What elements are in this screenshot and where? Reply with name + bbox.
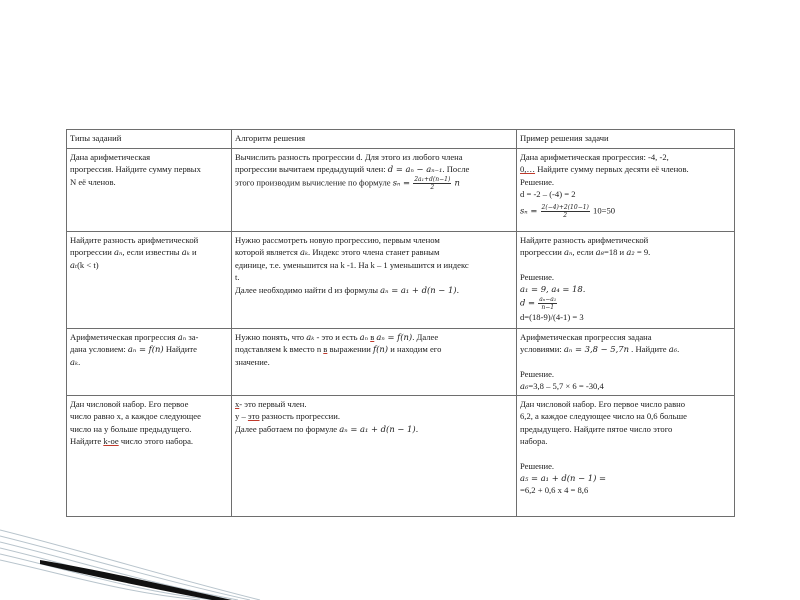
fraction-numerator: 2(−4)+2(10−1) (541, 203, 589, 211)
text: условиями: (520, 344, 562, 355)
formula: n (454, 177, 460, 188)
text: Далее необходимо найти d из формулы (235, 284, 379, 295)
header-task-types: Типы заданий (67, 130, 232, 149)
text-line (235, 343, 513, 355)
fraction (413, 176, 451, 191)
text-line (520, 163, 731, 175)
task-type-cell (67, 149, 232, 232)
text-line (520, 296, 731, 311)
text: 0,… (520, 164, 536, 175)
text-line: предыдущего. Найдите пятое число этого (520, 423, 673, 434)
fraction-denominator: 2 (563, 211, 568, 219)
text: выражении (329, 344, 371, 355)
text-line (70, 259, 228, 271)
formula: sₙ = (520, 205, 538, 216)
text: в (370, 332, 375, 342)
text: в (323, 344, 328, 355)
text-line: число на у больше предыдущего. (70, 423, 192, 434)
table-row (67, 329, 735, 396)
formula: aₙ (177, 332, 187, 342)
text-line: Нужно рассмотреть новую прогрессию, первым членом (235, 235, 440, 245)
formula: aₙ = a₁ + d(n − 1). (339, 423, 419, 434)
text-line: Решение. (520, 368, 555, 379)
formula: aₙ (114, 247, 123, 258)
text-line: значение. (235, 356, 270, 367)
text-line (520, 204, 731, 219)
table-header-row (67, 130, 735, 149)
text: Найдите (165, 344, 197, 355)
formula: a₅ = a₁ + d(n − 1) = (520, 473, 607, 484)
task-type-cell (67, 232, 232, 329)
text: за- (188, 332, 199, 342)
text: . Индекс этого члена станет равным (308, 247, 440, 258)
fraction-numerator: 2a₁+d(n−1) (414, 175, 451, 183)
text-line: Решение. (520, 460, 555, 471)
swoosh-gray-lines (0, 530, 260, 600)
text: . (78, 356, 81, 367)
text: этого производим вычисление по формуле (235, 177, 391, 188)
text-line: набора. (520, 436, 548, 447)
decorative-swoosh (0, 460, 320, 600)
formula: aₖ (70, 356, 79, 367)
text: . Далее (412, 332, 439, 342)
text-line: Дан числовой набор. Его первое число равно (520, 399, 686, 409)
text: = 9. (636, 247, 651, 258)
fraction-denominator: 2 (430, 183, 435, 191)
text: разность прогрессии. (261, 411, 340, 422)
text-line (235, 246, 513, 258)
example-cell (517, 149, 735, 232)
text: . (677, 344, 680, 355)
text-line (235, 163, 513, 175)
formula: a₂ (626, 247, 635, 258)
text-line (235, 398, 513, 410)
text: прогрессии (520, 247, 562, 258)
table-row (67, 232, 735, 329)
text-line: =6,2 + 0,6 х 4 = 8,6 (520, 485, 589, 496)
header-example: Пример решения задачи (517, 130, 735, 149)
text-line: Решение. (520, 271, 555, 282)
text-line (70, 435, 228, 447)
fraction (538, 296, 557, 311)
text-line: 6,2, а каждое следующее число на 0,6 больше (520, 411, 687, 422)
text: Далее работаем по формуле (235, 423, 338, 434)
fraction-denominator: n−1 (541, 303, 555, 311)
text: =18 и (603, 247, 625, 258)
header-algorithm: Алгоритм решения (232, 130, 517, 149)
formula: aₙ = 3,8 − 5,7n (563, 344, 629, 355)
formula: aₙ (564, 247, 573, 258)
text: и (191, 247, 197, 258)
text-line (520, 380, 731, 392)
example-cell (517, 396, 735, 517)
text-line: Найдите разность арифметической (70, 235, 199, 245)
text: у – (235, 411, 246, 422)
text: Нужно понять, что (235, 332, 305, 342)
algorithm-cell (232, 232, 517, 329)
text-line (235, 331, 513, 343)
text: подставляем k вместо n (235, 344, 322, 355)
fraction-numerator: aₙ−a₁ (539, 295, 557, 303)
text-line (520, 472, 731, 484)
formula: aₜ (70, 259, 78, 270)
algorithm-cell (232, 329, 517, 396)
formula: d = aₙ − aₙ₋₁ (387, 164, 443, 175)
formula: aₙ = f(n) (376, 332, 413, 342)
text-line (70, 246, 228, 258)
text: Арифметическая прогрессия (70, 332, 176, 342)
text-line (235, 410, 513, 422)
text: . После (442, 164, 470, 175)
formula: aₖ (306, 332, 315, 342)
text-line: d = -2 – (-4) = 2 (520, 189, 576, 200)
formula: a₈ (595, 247, 604, 258)
progression-tasks-table (66, 129, 735, 517)
text: , если известны (122, 247, 180, 258)
text-line: число равно x, а каждое следующее (70, 411, 201, 422)
fraction (541, 204, 590, 219)
text-line: Найдите разность арифметической (520, 235, 649, 245)
text: - это первый член. (239, 399, 307, 409)
text-line: N её членов. (70, 176, 116, 187)
algorithm-cell (232, 149, 517, 232)
text-line: Арифметическая прогрессия задана (520, 332, 652, 342)
text: прогрессии (70, 247, 112, 258)
formula: aₙ = a₁ + d(n − 1). (380, 284, 460, 295)
text: которой является (235, 247, 298, 258)
text: и находим его (390, 344, 442, 355)
text: - это и есть (316, 332, 358, 342)
formula: a₆ (668, 344, 678, 355)
text: число этого набора. (120, 436, 194, 447)
text-line: Дан числовой набор. Его первое (70, 399, 189, 409)
table-row (67, 149, 735, 232)
text-line: Дана арифметическая (70, 152, 151, 162)
text: дана условием: (70, 344, 126, 355)
text-line (235, 284, 513, 296)
text: . Найдите (631, 344, 667, 355)
text: 10=50 (593, 205, 616, 216)
text-line (520, 283, 731, 295)
text: прогрессии вычитаем предыдущий член: (235, 164, 386, 175)
formula: f(n) (373, 344, 389, 355)
text-line: d=(18-9)/(4-1) = 3 (520, 311, 584, 322)
text-line (235, 176, 513, 191)
text-line (70, 343, 228, 355)
text-line: t. (235, 272, 240, 283)
formula: aₖ (181, 247, 190, 258)
text-line: Решение. (520, 176, 555, 187)
text: (k < t) (77, 259, 99, 270)
text-line: прогрессия. Найдите сумму первых (70, 164, 201, 175)
text: Найдите (70, 436, 102, 447)
formula: a₆ (520, 381, 529, 392)
task-type-cell (67, 329, 232, 396)
formula: aₙ (359, 332, 369, 342)
text: k-ое (103, 436, 119, 447)
text-line (70, 356, 228, 368)
text: Найдите сумму первых десяти её членов. (537, 164, 689, 175)
text-line (520, 246, 731, 258)
text: , если (572, 247, 594, 258)
example-cell (517, 329, 735, 396)
text-line: единице, т.е. уменьшится на k -1. На k – 1 уменьшится и индекс (235, 259, 469, 270)
example-cell (517, 232, 735, 329)
formula: d = (520, 297, 536, 308)
text-line (70, 331, 228, 343)
text-line (235, 423, 513, 435)
formula: a₁ = 9, a₄ = 18. (520, 284, 586, 295)
formula: aₙ = f(n) (127, 344, 164, 355)
text-line: Вычислить разность прогрессии d. Для этого из любого члена (235, 152, 463, 162)
formula: aₖ (299, 247, 309, 258)
text: x (235, 399, 240, 409)
text-line (520, 343, 731, 355)
swoosh-black-stroke (40, 560, 232, 600)
text-line: Дана арифметическая прогрессия: -4, -2, (520, 152, 669, 162)
text: =3,8 – 5,7 × 6 = -30,4 (528, 381, 604, 392)
text: это (247, 411, 260, 422)
formula: sₙ = (392, 177, 411, 188)
